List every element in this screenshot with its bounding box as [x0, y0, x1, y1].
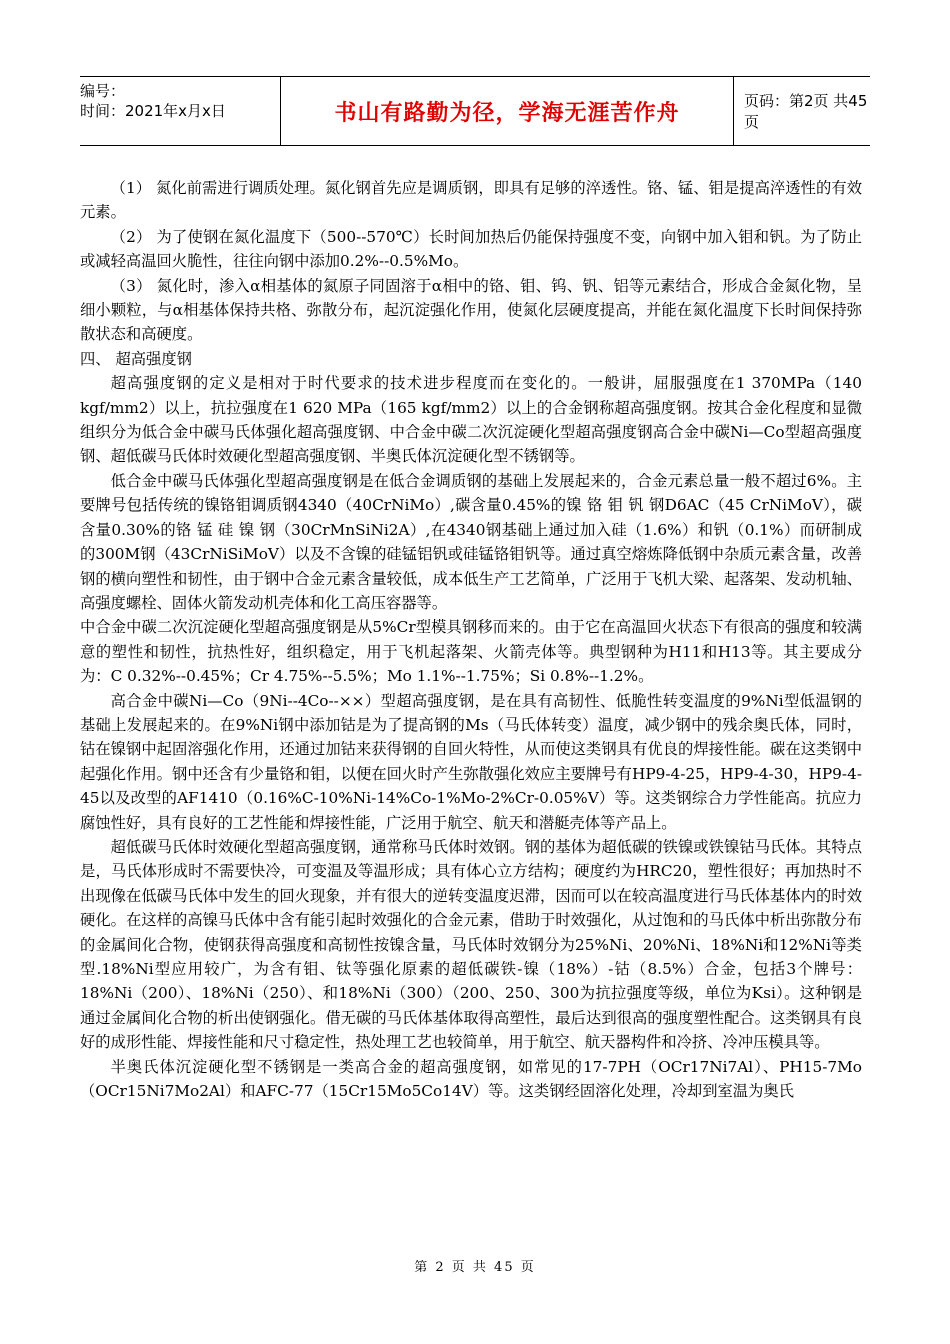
paragraph-maraging: 超低碳马氏体时效硬化型超高强度钢，通常称马氏体时效钢。钢的基体为超低碳的铁镍或铁镍钴马氏体。其特点是，马氏体形成时不需要快冷，可变温及等温形成；具有体心立方结构；硬度约为HRC20，塑性很好；再加热时不出现像在低碳马氏体中发生的回火现象，并有很大的逆转变温度迟滞，因而可以在较高温度进行马氏体基体内的时效硬化。在这样的高镍马氏体中含有能引起时效强化的合金元素，借助于时效强化，从过饱和的马氏体中析出弥散分布的金属间化合物，使钢获得高强度和高韧性按镍含量，马氏体时效钢分为25%Ni、20%Ni、18%Ni和12%Ni等类型.18%Ni型应用较广，为含有钼、钛等强化原素的超低碳铁-镍（18%）-钴（8.5%）合金，包括3个牌号：18%Ni（200）、18%Ni（250）、和18%Ni（300）（200、250、300为抗拉强度等级，单位为Ksi）。这种钢是通过金属间化合物的析出使钢强化。借无碳的马氏体基体取得高塑性，最后达到很高的强度塑性配合。这类钢具有良好的成形性能、焊接性能和尺寸稳定性，热处理工艺也较简单，用于航空、航天器构件和冷挤、冷冲压模具等。 [80, 837, 862, 1052]
document-number-label: 编号： [80, 82, 126, 100]
section-heading: 四、 超高强度钢 [80, 349, 192, 368]
paragraph-nitriding-3: （3） 氮化时，渗入α相基体的氮原子同固溶于α相中的铬、钼、钨、钒、铝等元素结合，形成合金氮化物，呈细小颗粒，与α相基体保持共格、弥散分布，起沉淀强化作用，使氮化层硬度提高，并能在氮化温度下长时间保持弥散状态和高硬度。 [80, 276, 862, 344]
page-header [80, 76, 870, 146]
paragraph-nitriding-1: （1） 氮化前需进行调质处理。氮化钢首先应是调质钢，即具有足够的淬透性。铬、锰、钼是提高淬透性的有效元素。 [80, 179, 862, 222]
document-time-label: 时间：2021年x月x日 [80, 102, 226, 120]
paragraph-low-alloy: 低合金中碳马氏体强化型超高强度钢是在低合金调质钢的基础上发展起来的，合金元素总量一般不超过6%。主要牌号包括传统的镍铬钼调质钢4340（40CrNiMo）,碳含量0.45%的镍 铬 钼 钒 钢D6AC（45 CrNiMoV），碳含量0.30%的铬 锰 硅 镍 钢（30CrMnSiNi2A）,在4340钢基础上通过加入硅（1.6%）和钒（0.1%）而研制成的300M钢（43CrNiSiMoV）以及不含镍的硅锰铝钒或硅锰铬钼钒等。通过真空熔炼降低钢中杂质元素含量，改善钢的横向塑性和韧性，由于钢中合金元素含量较低，成本低生产工艺简单，广泛用于飞机大梁、起落架、发动机轴、高强度螺栓、固体火箭发动机壳体和化工高压容器等。 [80, 471, 862, 612]
header-meta [80, 77, 280, 149]
paragraph-definition: 超高强度钢的定义是相对于时代要求的技术进步程度而在变化的。一般讲，屈服强度在1 370MPa（140 kgf/mm2）以上，抗拉强度在1 620 MPa（165 kgf/mm2）以上的合金钢称超高强度钢。按其合金化程度和显微组织分为低合金中碳马氏体强化超高强度钢、中合金中碳二次沉淀硬化型超高强度钢高合金中碳Ni—Co型超高强度钢、超低碳马氏体时效硬化型超高强度钢、半奥氏体沉淀硬化型不锈钢等。 [80, 374, 862, 466]
header-motto-cell [280, 77, 734, 145]
header-page-cell [734, 77, 880, 145]
header-page-number: 页码：第2页 共45页 [744, 92, 868, 131]
paragraph-semi-austenitic: 半奥氏体沉淀硬化型不锈钢是一类高合金的超高强度钢，如常见的17-7PH（OCr17Ni7Al）、PH15-7Mo（OCr15Ni7Mo2Al）和AFC-77（15Cr15Mo5Co14V）等。这类钢经固溶化处理，冷却到室温为奥氏 [80, 1057, 862, 1101]
paragraph-high-alloy: 高合金中碳Ni—Co（9Ni--4Co--××）型超高强度钢，是在具有高韧性、低脆性转变温度的9%Ni型低温钢的基础上发展起来的。在9%Ni钢中添加钴是为了提高钢的Ms（马氏体转变）温度，减少钢中的残余奥氏体，同时，钴在镍钢中起固溶强化作用，还通过加钴来获得钢的自回火特性，从而使这类钢具有优良的焊接性能。碳在这类钢中起强化作用。钢中还含有少量铬和钼，以便在回火时产生弥散强化效应主要牌号有HP9-4-25，HP9-4-30，HP9-4-45以及改型的AF1410（0.16%C-10%Ni-14%Co-1%Mo-2%Cr-0.05%V）等。这类钢综合力学性能高。抗应力腐蚀性好，具有良好的工艺性能和焊接性能，广泛用于航空、航天和潜艇壳体等产品上。 [80, 691, 862, 832]
page-footer: 第 2 页 共 45 页 [414, 1260, 536, 1275]
header-motto: 书山有路勤为径，学海无涯苦作舟 [334, 100, 680, 126]
paragraph-nitriding-2: （2） 为了使钢在氮化温度下（500--570℃）长时间加热后仍能保持强度不变，向钢中加入钼和钒。为了防止或减轻高温回火脆性，往往向钢中添加0.2%--0.5%Mo。 [80, 227, 862, 271]
document-body [80, 176, 862, 1103]
paragraph-medium-alloy: 中合金中碳二次沉淀硬化型超高强度钢是从5%Cr型模具钢移而来的。由于它在高温回火状态下有很高的强度和较满意的塑性和韧性，抗热性好，组织稳定，用于飞机起落架、火箭壳体等。典型钢种为H11和H13等。其主要成分为：C 0.32%--0.45%；Cr 4.75%--5.5%；Mo 1.1%--1.75%；Si 0.8%--1.2%。 [80, 618, 862, 686]
